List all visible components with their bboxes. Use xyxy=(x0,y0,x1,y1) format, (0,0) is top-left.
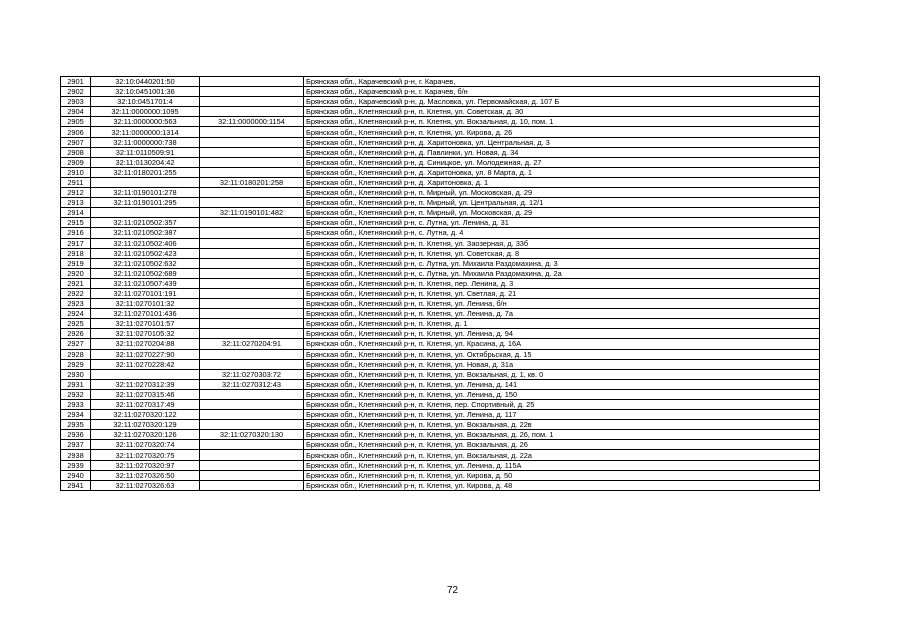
table-row xyxy=(61,349,820,359)
cadastral-number-cell: 32:11:0190101:278 xyxy=(91,188,200,198)
table-row xyxy=(61,238,820,248)
row-number-cell: 2935 xyxy=(61,420,91,430)
table-row xyxy=(61,460,820,470)
cadastral-number-cell: 32:11:0270105:32 xyxy=(91,329,200,339)
table-row xyxy=(61,147,820,157)
row-number-cell: 2940 xyxy=(61,470,91,480)
table-row xyxy=(61,299,820,309)
row-number-cell: 2933 xyxy=(61,400,91,410)
table-row xyxy=(61,218,820,228)
row-number-cell: 2923 xyxy=(61,299,91,309)
row-number-cell: 2914 xyxy=(61,208,91,218)
row-number-cell: 2904 xyxy=(61,107,91,117)
related-cadastral-cell xyxy=(200,157,304,167)
cadastral-number-cell: 32:11:0270326:63 xyxy=(91,480,200,490)
cadastral-number-cell: 32:11:0270320:74 xyxy=(91,440,200,450)
address-cell: Брянская обл., Карачевский р-н, г. Карачев, xyxy=(304,77,820,87)
cadastral-number-cell: 32:11:0270320:97 xyxy=(91,460,200,470)
cadastral-number-cell: 32:11:0270326:50 xyxy=(91,470,200,480)
related-cadastral-cell: 32:11:0270320:130 xyxy=(200,430,304,440)
cadastral-number-cell xyxy=(91,177,200,187)
row-number-cell: 2903 xyxy=(61,97,91,107)
cadastral-number-cell: 32:11:0000000:1095 xyxy=(91,107,200,117)
cadastral-number-cell: 32:11:0270101:436 xyxy=(91,309,200,319)
cadastral-number-cell: 32:11:0270320:129 xyxy=(91,420,200,430)
table-row xyxy=(61,97,820,107)
cadastral-number-cell: 32:11:0270101:32 xyxy=(91,299,200,309)
row-number-cell: 2910 xyxy=(61,167,91,177)
table-row xyxy=(61,329,820,339)
cadastral-number-cell: 32:11:0110509:91 xyxy=(91,147,200,157)
address-cell: Брянская обл., Клетнянский р-н, с. Лутна, ул. Михаила Раздомахина, д. 2а xyxy=(304,268,820,278)
table-row xyxy=(61,278,820,288)
related-cadastral-cell xyxy=(200,228,304,238)
cadastral-number-cell: 32:11:0270315:46 xyxy=(91,389,200,399)
address-cell: Брянская обл., Клетнянский р-н, п. Клетня, ул. Светлая, д. 21 xyxy=(304,288,820,298)
address-cell: Брянская обл., Клетнянский р-н, п. Клетня, ул. Кирова, д. 50 xyxy=(304,470,820,480)
related-cadastral-cell xyxy=(200,288,304,298)
address-cell: Брянская обл., Клетнянский р-н, п. Клетня, ул. Кирова, д. 26 xyxy=(304,127,820,137)
related-cadastral-cell: 32:11:0190101:482 xyxy=(200,208,304,218)
cadastral-number-cell: 32:11:0000000:738 xyxy=(91,137,200,147)
address-cell: Брянская обл., Клетнянский р-н, п. Клетня, ул. Вокзальная, д. 26 xyxy=(304,440,820,450)
address-cell: Брянская обл., Клетнянский р-н, п. Клетня, ул. Заозерная, д. 33б xyxy=(304,238,820,248)
row-number-cell: 2936 xyxy=(61,430,91,440)
table-row xyxy=(61,258,820,268)
row-number-cell: 2922 xyxy=(61,288,91,298)
row-number-cell: 2909 xyxy=(61,157,91,167)
cadastral-number-cell: 32:11:0270101:191 xyxy=(91,288,200,298)
address-cell: Брянская обл., Клетнянский р-н, д. Харитоновка, ул. Центральная, д. 3 xyxy=(304,137,820,147)
row-number-cell: 2901 xyxy=(61,77,91,87)
row-number-cell: 2920 xyxy=(61,268,91,278)
table-row xyxy=(61,430,820,440)
table-row xyxy=(61,440,820,450)
related-cadastral-cell xyxy=(200,349,304,359)
cadastral-number-cell: 32:11:0270101:57 xyxy=(91,319,200,329)
row-number-cell: 2906 xyxy=(61,127,91,137)
cadastral-number-cell: 32:11:0210502:357 xyxy=(91,218,200,228)
related-cadastral-cell xyxy=(200,77,304,87)
related-cadastral-cell: 32:11:0000000:1154 xyxy=(200,117,304,127)
cadastral-number-cell: 32:11:0130204:42 xyxy=(91,157,200,167)
table-row xyxy=(61,228,820,238)
related-cadastral-cell xyxy=(200,470,304,480)
row-number-cell: 2928 xyxy=(61,349,91,359)
cadastral-number-cell: 32:11:0270227:90 xyxy=(91,349,200,359)
row-number-cell: 2929 xyxy=(61,359,91,369)
cadastral-number-cell: 32:11:0000000:563 xyxy=(91,117,200,127)
address-cell: Брянская обл., Карачевский р-н, г. Карачев, б/н xyxy=(304,87,820,97)
cadastral-number-cell: 32:11:0270312:39 xyxy=(91,379,200,389)
registry-table xyxy=(60,76,820,491)
row-number-cell: 2908 xyxy=(61,147,91,157)
table-row xyxy=(61,369,820,379)
address-cell: Брянская обл., Клетнянский р-н, п. Клетня, ул. Октябрьская, д. 15 xyxy=(304,349,820,359)
table-row xyxy=(61,410,820,420)
row-number-cell: 2911 xyxy=(61,177,91,187)
cadastral-number-cell: 32:11:0000000:1314 xyxy=(91,127,200,137)
address-cell: Брянская обл., Клетнянский р-н, п. Клетня, ул. Кирова, д. 48 xyxy=(304,480,820,490)
cadastral-number-cell: 32:11:0210502:423 xyxy=(91,248,200,258)
cadastral-number-cell: 32:11:0270320:122 xyxy=(91,410,200,420)
table-row xyxy=(61,248,820,258)
table-row xyxy=(61,379,820,389)
row-number-cell: 2932 xyxy=(61,389,91,399)
related-cadastral-cell xyxy=(200,97,304,107)
related-cadastral-cell xyxy=(200,198,304,208)
related-cadastral-cell: 32:11:0180201:258 xyxy=(200,177,304,187)
cadastral-number-cell xyxy=(91,208,200,218)
address-cell: Брянская обл., Клетнянский р-н, д. Синицкое, ул. Молодежная, д. 27 xyxy=(304,157,820,167)
cadastral-number-cell xyxy=(91,369,200,379)
address-cell: Брянская обл., Клетнянский р-н, п. Клетня, пер. Ленина, д. 3 xyxy=(304,278,820,288)
cadastral-number-cell: 32:11:0270317:49 xyxy=(91,400,200,410)
related-cadastral-cell xyxy=(200,400,304,410)
address-cell: Брянская обл., Клетнянский р-н, п. Клетня, ул. Вокзальная, д. 26, пом. 1 xyxy=(304,430,820,440)
related-cadastral-cell xyxy=(200,147,304,157)
row-number-cell: 2939 xyxy=(61,460,91,470)
related-cadastral-cell: 32:11:0270204:91 xyxy=(200,339,304,349)
cadastral-number-cell: 32:11:0180201:255 xyxy=(91,167,200,177)
row-number-cell: 2907 xyxy=(61,137,91,147)
row-number-cell: 2902 xyxy=(61,87,91,97)
related-cadastral-cell xyxy=(200,278,304,288)
row-number-cell: 2918 xyxy=(61,248,91,258)
table-row xyxy=(61,188,820,198)
related-cadastral-cell xyxy=(200,127,304,137)
address-cell: Брянская обл., Клетнянский р-н, п. Клетня, ул. Ленина, д. 115А xyxy=(304,460,820,470)
address-cell: Брянская обл., Клетнянский р-н, п. Клетня, д. 1 xyxy=(304,319,820,329)
related-cadastral-cell xyxy=(200,107,304,117)
related-cadastral-cell xyxy=(200,248,304,258)
table-row xyxy=(61,319,820,329)
row-number-cell: 2925 xyxy=(61,319,91,329)
row-number-cell: 2941 xyxy=(61,480,91,490)
table-row xyxy=(61,87,820,97)
row-number-cell: 2931 xyxy=(61,379,91,389)
cadastral-number-cell: 32:10:0451001:36 xyxy=(91,87,200,97)
address-cell: Брянская обл., Клетнянский р-н, п. Клетня, пер. Спортивный, д. 25 xyxy=(304,400,820,410)
cadastral-number-cell: 32:10:0451701:4 xyxy=(91,97,200,107)
related-cadastral-cell xyxy=(200,309,304,319)
cadastral-number-cell: 32:11:0210502:689 xyxy=(91,268,200,278)
table-row xyxy=(61,117,820,127)
table-row xyxy=(61,167,820,177)
row-number-cell: 2926 xyxy=(61,329,91,339)
address-cell: Брянская обл., Клетнянский р-н, п. Клетня, ул. Ленина, б/н xyxy=(304,299,820,309)
cadastral-number-cell: 32:11:0270204:88 xyxy=(91,339,200,349)
row-number-cell: 2934 xyxy=(61,410,91,420)
related-cadastral-cell xyxy=(200,319,304,329)
cadastral-number-cell: 32:11:0270320:75 xyxy=(91,450,200,460)
related-cadastral-cell xyxy=(200,480,304,490)
address-cell: Брянская обл., Клетнянский р-н, п. Клетня, ул. Ленина, д. 117 xyxy=(304,410,820,420)
table-row xyxy=(61,389,820,399)
table-row xyxy=(61,77,820,87)
row-number-cell: 2921 xyxy=(61,278,91,288)
row-number-cell: 2919 xyxy=(61,258,91,268)
related-cadastral-cell xyxy=(200,268,304,278)
address-cell: Брянская обл., Клетнянский р-н, п. Клетня, ул. Вокзальная, д. 22в xyxy=(304,420,820,430)
row-number-cell: 2927 xyxy=(61,339,91,349)
related-cadastral-cell xyxy=(200,167,304,177)
address-cell: Брянская обл., Клетнянский р-н, п. Клетня, ул. Ленина, д. 150 xyxy=(304,389,820,399)
table-row xyxy=(61,480,820,490)
cadastral-number-cell: 32:11:0210502:632 xyxy=(91,258,200,268)
address-cell: Брянская обл., Клетнянский р-н, п. Клетня, ул. Новая, д. 31а xyxy=(304,359,820,369)
related-cadastral-cell xyxy=(200,450,304,460)
table-row xyxy=(61,268,820,278)
table-row xyxy=(61,420,820,430)
address-cell: Брянская обл., Клетнянский р-н, п. Клетня, ул. Советская, д. 8 xyxy=(304,248,820,258)
related-cadastral-cell xyxy=(200,188,304,198)
table-row xyxy=(61,400,820,410)
cadastral-number-cell: 32:11:0210502:406 xyxy=(91,238,200,248)
table-row xyxy=(61,177,820,187)
address-cell: Брянская обл., Клетнянский р-н, п. Клетня, ул. Вокзальная, д. 10, пом. 1 xyxy=(304,117,820,127)
cadastral-number-cell: 32:11:0270320:126 xyxy=(91,430,200,440)
address-cell: Брянская обл., Клетнянский р-н, п. Клетня, ул. Ленина, д. 141 xyxy=(304,379,820,389)
table-row xyxy=(61,470,820,480)
row-number-cell: 2916 xyxy=(61,228,91,238)
address-cell: Брянская обл., Клетнянский р-н, д. Харитоновка, д. 1 xyxy=(304,177,820,187)
address-cell: Брянская обл., Клетнянский р-н, с. Лутна, ул. Ленина, д. 31 xyxy=(304,218,820,228)
related-cadastral-cell xyxy=(200,87,304,97)
related-cadastral-cell xyxy=(200,137,304,147)
cadastral-number-cell: 32:10:0440201:50 xyxy=(91,77,200,87)
related-cadastral-cell xyxy=(200,258,304,268)
page-number: 72 xyxy=(446,585,459,596)
related-cadastral-cell xyxy=(200,218,304,228)
address-cell: Брянская обл., Клетнянский р-н, п. Мирный, ул. Центральная, д. 12/1 xyxy=(304,198,820,208)
table-row xyxy=(61,208,820,218)
related-cadastral-cell xyxy=(200,440,304,450)
row-number-cell: 2912 xyxy=(61,188,91,198)
table-row xyxy=(61,288,820,298)
related-cadastral-cell xyxy=(200,299,304,309)
cadastral-number-cell: 32:11:0210502:387 xyxy=(91,228,200,238)
related-cadastral-cell xyxy=(200,359,304,369)
table-row xyxy=(61,198,820,208)
address-cell: Брянская обл., Клетнянский р-н, п. Клетня, ул. Ленина, д. 7а xyxy=(304,309,820,319)
address-cell: Брянская обл., Клетнянский р-н, п. Мирный, ул. Московская, д. 29 xyxy=(304,208,820,218)
related-cadastral-cell xyxy=(200,410,304,420)
address-cell: Брянская обл., Клетнянский р-н, п. Клетня, ул. Вокзальная, д. 1, кв. 0 xyxy=(304,369,820,379)
address-cell: Брянская обл., Клетнянский р-н, с. Лутна, ул. Михаила Раздомахина, д. 3 xyxy=(304,258,820,268)
table-row xyxy=(61,359,820,369)
address-cell: Брянская обл., Клетнянский р-н, п. Клетня, ул. Красина, д. 16А xyxy=(304,339,820,349)
related-cadastral-cell xyxy=(200,389,304,399)
row-number-cell: 2937 xyxy=(61,440,91,450)
row-number-cell: 2915 xyxy=(61,218,91,228)
related-cadastral-cell xyxy=(200,420,304,430)
registry-table-body xyxy=(61,77,820,491)
row-number-cell: 2924 xyxy=(61,309,91,319)
related-cadastral-cell xyxy=(200,238,304,248)
related-cadastral-cell xyxy=(200,460,304,470)
table-row xyxy=(61,137,820,147)
address-cell: Брянская обл., Клетнянский р-н, п. Мирный, ул. Московская, д. 29 xyxy=(304,188,820,198)
address-cell: Брянская обл., Клетнянский р-н, д. Харитоновка, ул. 8 Марта, д. 1 xyxy=(304,167,820,177)
address-cell: Брянская обл., Клетнянский р-н, п. Клетня, ул. Советская, д. 30 xyxy=(304,107,820,117)
cadastral-number-cell: 32:11:0190101:295 xyxy=(91,198,200,208)
row-number-cell: 2913 xyxy=(61,198,91,208)
related-cadastral-cell: 32:11:0270303:72 xyxy=(200,369,304,379)
cadastral-number-cell: 32:11:0270228:42 xyxy=(91,359,200,369)
related-cadastral-cell: 32:11:0270312:43 xyxy=(200,379,304,389)
address-cell: Брянская обл., Клетнянский р-н, п. Клетня, ул. Ленина, д. 94 xyxy=(304,329,820,339)
address-cell: Брянская обл., Клетнянский р-н, д. Павлинки, ул. Новая, д. 34 xyxy=(304,147,820,157)
address-cell: Брянская обл., Клетнянский р-н, с. Лутна, д. 4 xyxy=(304,228,820,238)
address-cell: Брянская обл., Карачевский р-н, д. Масловка, ул. Первомайская, д. 107 Б xyxy=(304,97,820,107)
address-cell: Брянская обл., Клетнянский р-н, п. Клетня, ул. Вокзальная, д. 22а xyxy=(304,450,820,460)
row-number-cell: 2930 xyxy=(61,369,91,379)
row-number-cell: 2917 xyxy=(61,238,91,248)
row-number-cell: 2905 xyxy=(61,117,91,127)
table-row xyxy=(61,127,820,137)
table-row xyxy=(61,309,820,319)
table-row xyxy=(61,339,820,349)
row-number-cell: 2938 xyxy=(61,450,91,460)
table-row xyxy=(61,157,820,167)
table-row xyxy=(61,450,820,460)
table-row xyxy=(61,107,820,117)
cadastral-number-cell: 32:11:0210507:439 xyxy=(91,278,200,288)
related-cadastral-cell xyxy=(200,329,304,339)
